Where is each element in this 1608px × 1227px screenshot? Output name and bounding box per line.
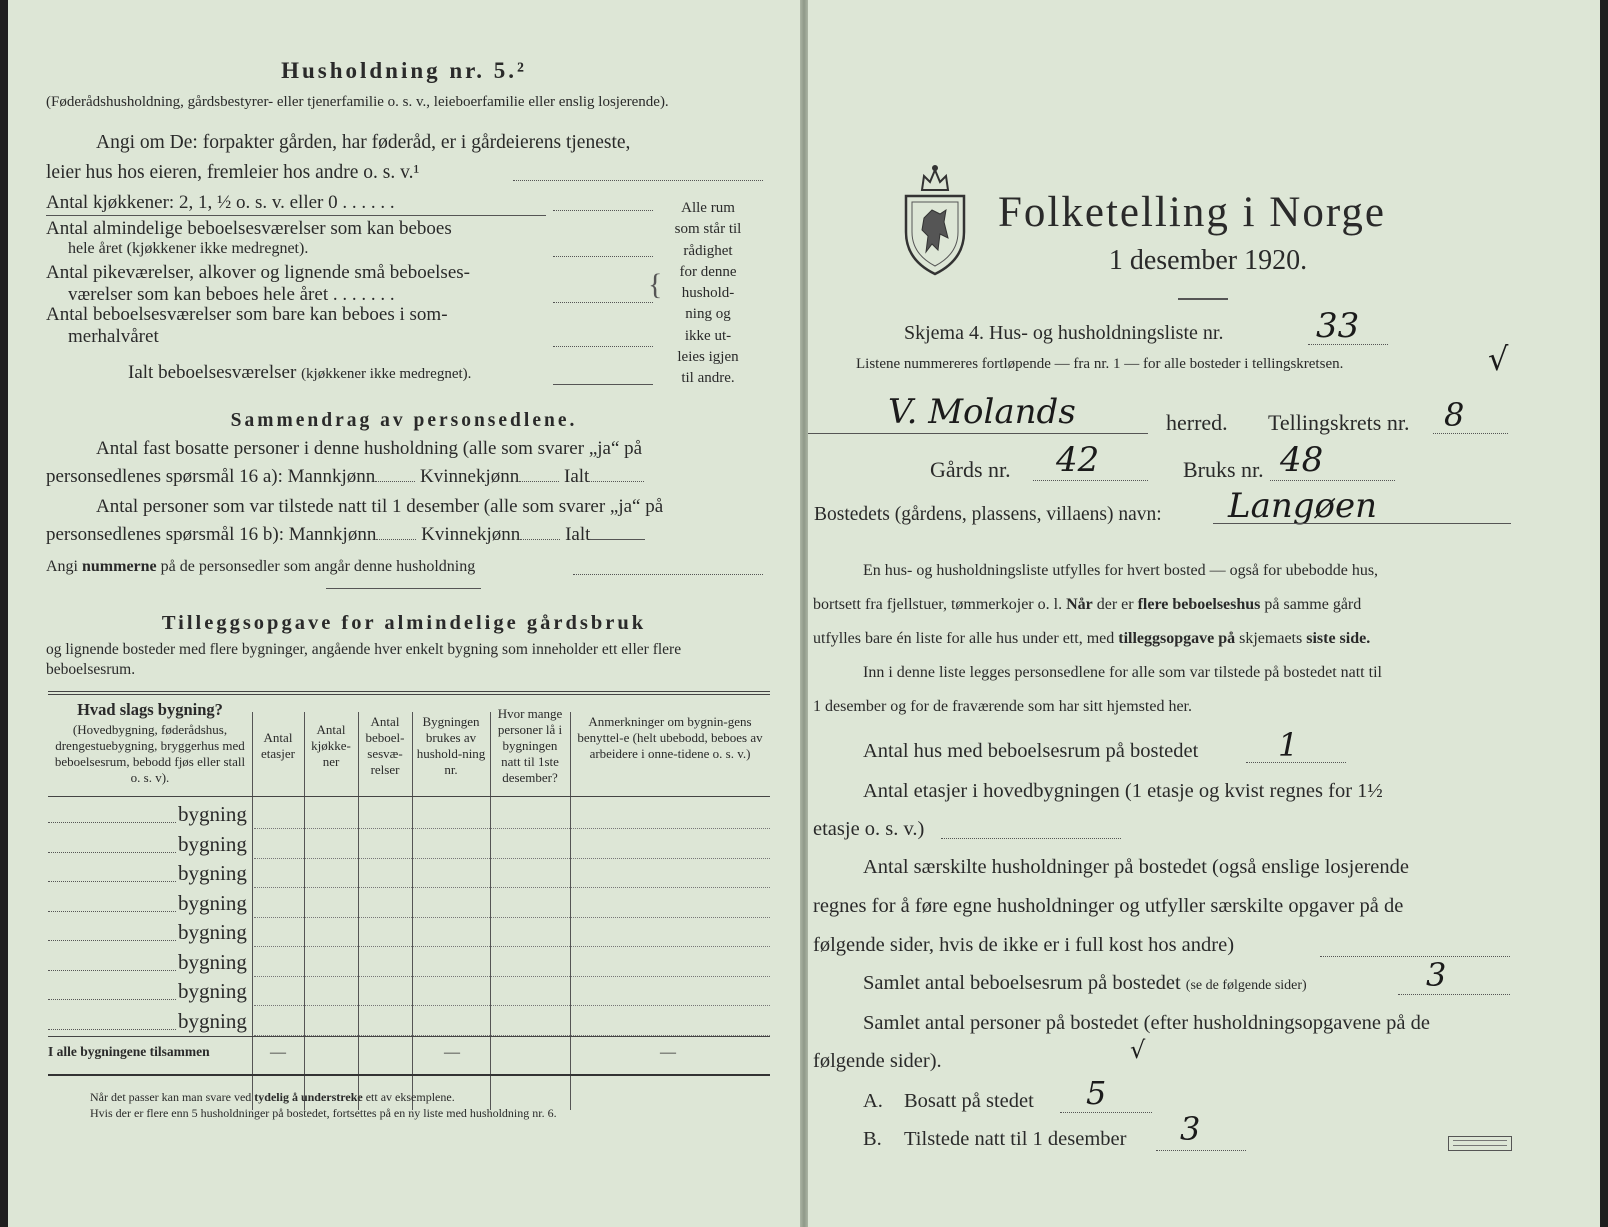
supplement-intro: og lignende bosteder med flere bygninger, angående hver enkelt bygning som inneholder ett eller flere beboelsesrum. [46,641,682,678]
bruks-line [1270,480,1395,481]
ordinary-rooms-answer[interactable] [553,256,653,257]
samlet-rum-line [1398,994,1510,995]
summary-b-female-answer[interactable] [520,539,560,540]
para1-b-bold1: Når [1066,596,1093,613]
tellingskrets-label: Tellingskrets nr. [1268,410,1410,435]
household-title: Husholdning nr. 5.² [281,58,527,83]
ordinary-rooms-label1: Antal almindelige beboelsesværelser som kan beboes [46,218,452,239]
brace-note-line: rådighet [683,242,733,259]
total-rooms-text: Ialt beboelsesværelser [128,362,297,383]
summary-b2: personsedlenes spørsmål 16 b): Mannkjønn [46,524,377,545]
bostedets-label: Bostedets (gårdens, plassens, villaens) navn: [814,504,1162,525]
row-building-label: bygning [178,890,247,915]
samlet-pers-b: følgende sider). [813,1050,942,1072]
antal-hus-label: Antal hus med beboelsesrum på bostedet [863,740,1199,762]
bostedets-line [1213,523,1511,524]
angi-line1: Angi om De: forpakter gården, har føderåd, er i gårdeierens tjeneste, [96,132,631,153]
a-label: A. [863,1090,883,1112]
a-value[interactable]: 5 [1086,1074,1107,1112]
brace-note-line: som står til [674,221,742,238]
gards-value[interactable]: 42 [1056,440,1100,480]
summary-a-female-label: Kvinnekjønn [420,466,520,487]
left-page [8,0,800,1227]
total-floors-dash: — [270,1044,286,1061]
summary-b-male-answer[interactable] [376,539,416,540]
col-rooms: Antal beboel-sesvæ-relser [365,714,405,777]
census-title: Folketelling i Norge [998,189,1386,236]
brace-note-line: ning og [685,306,731,323]
table-row[interactable] [48,1007,770,1036]
brace-note-line: ikke ut- [684,327,732,344]
summary-a-total-answer[interactable] [589,481,644,482]
footnote-1-bold: tydelig å understreke [254,1090,363,1104]
para1-c-pre: utfylles bare én liste for alle hus under ett, med [813,630,1115,647]
b-value[interactable]: 3 [1180,1110,1201,1148]
section-divider [326,588,481,589]
row-building-label: bygning [178,831,247,856]
kitchens-underline [46,215,546,216]
kitchens-answer[interactable] [553,210,653,211]
angi-answer-line[interactable] [513,180,763,181]
footnote-1 [90,1090,455,1105]
row-building-label: bygning [178,920,247,944]
brace-icon: { [648,268,663,301]
table-bottom-rule [48,1074,770,1076]
samlet-rum-label: Samlet antal beboelsesrum på bostedet [863,972,1181,994]
bostedets-value[interactable]: Langøen [1228,486,1377,526]
herred-label: herred. [1166,410,1228,435]
right-page [808,0,1600,1227]
brace-note-line: Alle rum [681,200,735,216]
b-label: B. [863,1128,882,1150]
table-top-rule [48,691,770,692]
para1-b-mid: der er [1096,596,1134,613]
summary-title: Sammendrag av personsedlene. [230,410,578,431]
table-row[interactable] [48,977,770,1006]
gards-line [1033,480,1148,481]
building-type-answer[interactable] [48,970,176,971]
etasjer-b: etasje o. s. v.) [813,818,925,840]
supplement-title: Tilleggsopgave for almindelige gårdsbruk [161,612,647,634]
saerskilte-b: regnes for å føre egne husholdninger og utfyller særskilte opgaver på de [813,895,1404,917]
bruks-label: Bruks nr. [1183,457,1264,482]
building-type-answer[interactable] [48,822,176,823]
para2-a: Inn i denne liste legges personsedlene for alle som var tilstede på bostedet natt til [863,664,1382,681]
ordinary-rooms-label2: hele året (kjøkkener ikke medregnet). [68,240,309,257]
summary-a1: Antal fast bosatte personer i denne husholdning (alle som svarer „ja“ på [96,438,643,459]
angi-line2: leier hus hos eieren, fremleier hos andre o. s. v.¹ [46,162,420,183]
col-household-no: Bygningen brukes av hushold-ning nr. [416,714,486,777]
antal-hus-line [1246,762,1346,763]
saerskilte-c: følgende sider, hvis de ikke er i full kost hos andre) [813,934,1235,956]
total-rooms-label [128,362,471,384]
angi-nummerne-pre: Angi [46,558,78,575]
table-total-rule [48,1036,770,1037]
brace-note [668,198,748,390]
col-kitchens: Antal kjøkke-ner [311,722,351,769]
para1-a: En hus- og husholdningsliste utfylles for hvert bosted — også for ubebodde hus, [863,562,1379,579]
summer-rooms-label1: Antal beboelsesværelser som bare kan beboes i som- [46,304,448,325]
brace-note-line: leies igjen [677,349,739,366]
table-row[interactable] [48,830,770,859]
samlet-rum [863,972,1307,995]
summary-b-row [46,524,645,546]
kitchens-label: Antal kjøkkener: 2, 1, ½ o. s. v. eller 0 . . . . . . [46,192,395,213]
row-building-label: bygning [178,1008,247,1033]
building-table [48,700,770,1110]
brace-note-line: hushold- [681,285,735,302]
census-date: 1 desember 1920. [1108,245,1308,276]
summary-b-female-label: Kvinnekjønn [421,524,521,545]
col-remarks: Anmerkninger om bygnin-gens benyttel-e (helt ubebodd, beboes av arbeidere i onne-tidene o. s. v.) [577,714,763,761]
summary-b-total-answer[interactable] [590,539,645,540]
table-row[interactable] [48,859,770,888]
a-text: Bosatt på stedet [904,1090,1034,1112]
col-persons: Hvor mange personer lå i bygningen natt til 1ste desember? [497,706,563,785]
schema-number-line [1308,344,1388,345]
tellingskrets-value[interactable]: 8 [1444,396,1465,434]
angi-nummerne-bold: nummerne [82,558,157,575]
summer-rooms-label2: merhalvåret [68,326,159,347]
summary-a-female-answer[interactable] [519,481,559,482]
summary-a2: personsedlenes spørsmål 16 a): Mannkjønn [46,466,376,487]
table-row[interactable] [48,918,770,947]
saerskilte-a: Antal særskilte husholdninger på bostedet (også enslige losjerende [863,856,1409,878]
herred-line [808,433,1148,434]
herred-value[interactable]: V. Molands [888,392,1076,432]
antal-hus-value[interactable]: 1 [1278,726,1299,764]
para1-c-mid: skjemaets [1239,630,1303,647]
listene-note: Listene nummereres fortløpende — fra nr. 1 — for alle bosteder i tellingskretsen. [856,356,1344,372]
row-building-label: bygning [178,802,247,826]
b-line [1156,1150,1246,1151]
samlet-pers-a: Samlet antal personer på bostedet (efter husholdningsopgavene på de [863,1012,1430,1034]
etasjer-a: Antal etasjer i hovedbygningen (1 etasje og kvist regnes for 1½ [863,780,1383,802]
para1-b-bold2: flere beboelseshus [1137,596,1261,613]
maid-rooms-label2: værelser som kan beboes hele året . . . . . . . [68,284,395,305]
footnote-2: Hvis der er flere enn 5 husholdninger på bostedet, fortsettes på en ny liste med husholdning nr. 6. [90,1106,557,1120]
samlet-rum-note: (se de følgende sider) [1185,978,1307,993]
total-rooms-note: (kjøkkener ikke medregnet). [301,366,472,382]
para1-b-post: på samme gård [1264,596,1362,613]
para1-c-bold2: siste side. [1306,630,1371,647]
bruks-value[interactable]: 48 [1280,440,1324,480]
para1-b-pre: bortsett fra fjellstuer, tømmerkojer o. l. [813,596,1063,613]
maid-rooms-label1: Antal pikeværelser, alkover og lignende små beboelses- [46,262,470,283]
table-row[interactable] [48,948,770,977]
tellingskrets-line [1433,433,1508,434]
total-remarks-dash: — [660,1044,676,1061]
row-building-label: bygning [178,861,247,885]
household-intro: (Føderådshusholdning, gårdsbestyrer- eller tjenerfamilie o. s. v., leieboerfamilie eller enslig losjerende). [46,94,669,110]
table-header-rule [48,796,770,797]
b-text: Tilstede natt til 1 desember [904,1128,1127,1150]
schema-label: Skjema 4. Hus- og husholdningsliste nr. [904,322,1224,344]
total-household-dash: — [444,1044,460,1061]
para1-c [813,630,1370,648]
row-building-label: bygning [178,979,247,1003]
building-type-answer[interactable] [48,999,176,1000]
etasjer-line[interactable] [941,838,1121,839]
col-building-type-title: Hvad slags bygning? [77,700,223,719]
gards-label: Gårds nr. [930,457,1011,482]
summer-rooms-answer[interactable] [553,346,653,347]
table-total-label: I alle bygningene tilsammen [48,1044,210,1059]
footnote-1-post: ett av eksemplene. [365,1090,455,1104]
building-type-answer[interactable] [48,911,176,912]
summary-b-total-label: Ialt [565,524,591,545]
summary-a-row [46,466,644,488]
table-top-rule2 [48,694,770,695]
schema-number[interactable]: 33 [1316,306,1360,346]
building-type-answer[interactable] [48,1029,176,1030]
total-rooms-answer[interactable] [553,384,653,385]
table-row[interactable] [48,800,770,829]
angi-nummerne-post: på de personsedler som angår denne husholdning [160,558,476,575]
angi-nummerne [46,558,475,576]
norway-coat-of-arms-icon [902,160,968,278]
summary-b1: Antal personer som var tilstede natt til 1 desember (alle som svarer „ja“ på [96,496,664,517]
title-divider [1178,298,1228,300]
row-building-label: bygning [178,949,247,974]
a-line [1060,1112,1152,1113]
saerskilte-line[interactable] [1320,956,1510,957]
brace-note-line: for denne [679,263,737,280]
check-mark: √ [1488,340,1509,378]
samlet-rum-value[interactable]: 3 [1426,956,1447,994]
table-row[interactable] [48,889,770,918]
summary-a-total-label: Ialt [564,466,590,487]
footnote-1-pre: Når det passer kan man svare ved [90,1090,252,1104]
col-floors: Antal etasjer [261,730,295,761]
col-building-type-sub: (Hovedbygning, føderådshus, drengestuebygning, bryggerhus med beboelsesrum, bebodd fjøs eller stall o. s. v). [54,722,246,785]
samlet-pers-check: √ [1130,1036,1146,1064]
building-type-answer[interactable] [48,852,176,853]
summary-a-male-answer[interactable] [375,481,415,482]
para2-b: 1 desember og for de fraværende som har sitt hjemsted her. [813,698,1192,715]
printer-stamp-icon [1448,1136,1512,1151]
brace-note-line: til andre. [681,370,735,387]
building-type-answer[interactable] [48,881,176,882]
para1-b [813,596,1361,614]
para1-c-bold: tilleggsopgave på [1118,630,1236,647]
angi-nummerne-answer[interactable] [573,574,763,575]
maid-rooms-answer[interactable] [553,302,653,303]
building-type-answer[interactable] [48,940,176,941]
